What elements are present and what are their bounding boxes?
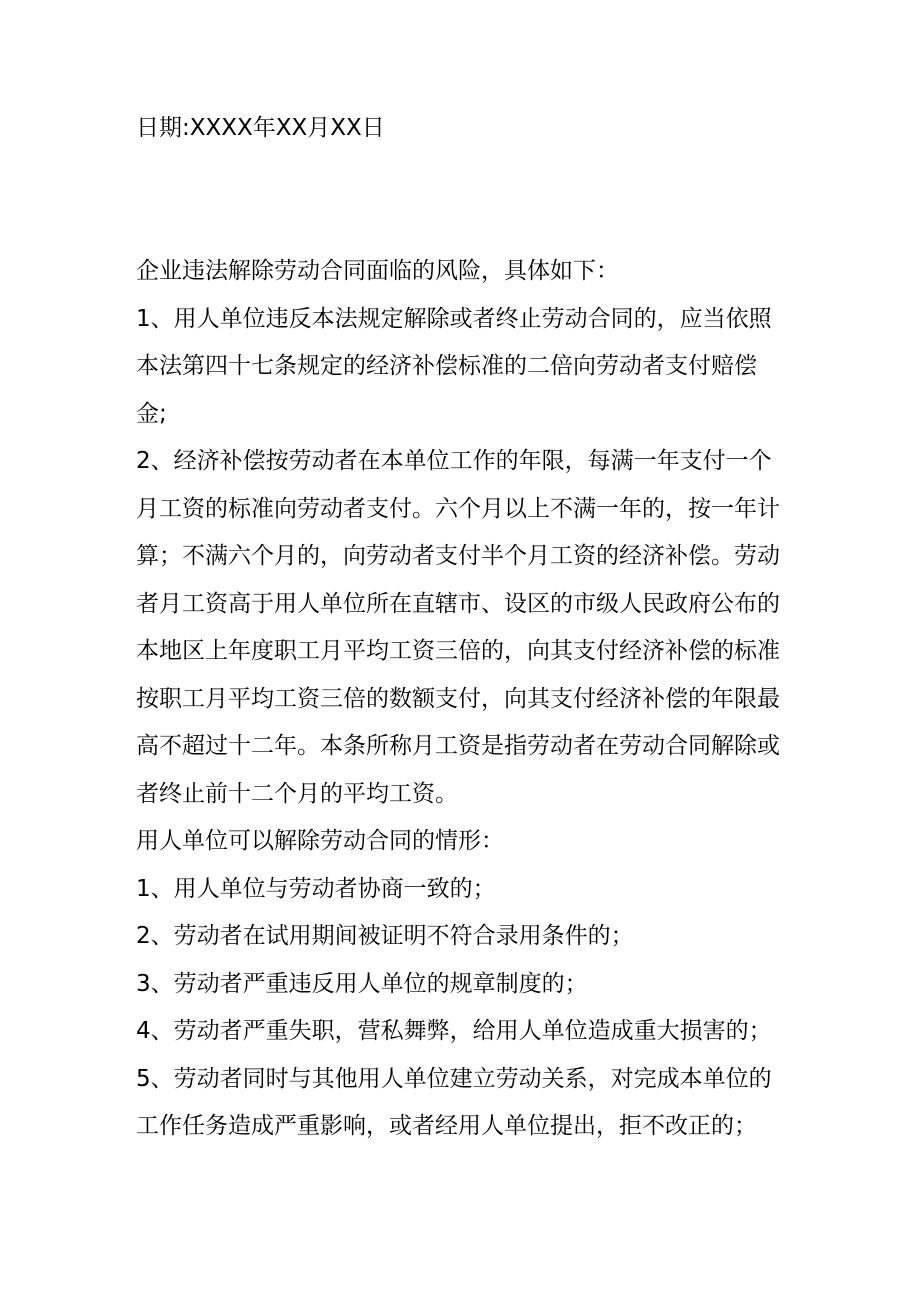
text-line: 算；不满六个月的，向劳动者支付半个月工资的经济补偿。劳动 xyxy=(136,543,780,569)
text-line: 本地区上年度职工月平均工资三倍的，向其支付经济补偿的标准 xyxy=(136,638,780,664)
text-line: 用人单位可以解除劳动合同的情形： xyxy=(136,828,504,854)
text-line: 按职工月平均工资三倍的数额支付，向其支付经济补偿的年限最 xyxy=(136,685,780,712)
text-line: 者月工资高于用人单位所在直辖市、设区的市级人民政府公布的 xyxy=(136,590,780,617)
text-line: 企业违法解除劳动合同面临的风险，具体如下： xyxy=(136,258,619,284)
text-line: 4、劳动者严重失职，营私舞弊，给用人单位造成重大损害的； xyxy=(136,1018,772,1044)
text-line: 2、劳动者在试用期间被证明不符合录用条件的； xyxy=(136,923,634,949)
text-line: 2、经济补偿按劳动者在本单位工作的年限，每满一年支付一个 xyxy=(136,448,772,474)
text-line: 1、用人单位违反本法规定解除或者终止劳动合同的，应当依照 xyxy=(136,305,772,332)
document-body xyxy=(136,248,790,1151)
text-line: 者终止前十二个月的平均工资。 xyxy=(136,780,458,807)
date-line: 日期:XXXX年XX月XX日 xyxy=(136,115,385,141)
text-line: 3、劳动者严重违反用人单位的规章制度的； xyxy=(136,970,588,997)
text-line: 1、用人单位与劳动者协商一致的； xyxy=(136,875,496,902)
text-line: 工作任务造成严重影响，或者经用人单位提出，拒不改正的； xyxy=(136,1113,757,1139)
text-line: 高不超过十二年。本条所称月工资是指劳动者在劳动合同解除或 xyxy=(136,733,780,759)
text-line: 本法第四十七条规定的经济补偿标准的二倍向劳动者支付赔偿 xyxy=(136,353,757,379)
text-line: 5、劳动者同时与其他用人单位建立劳动关系，对完成本单位的 xyxy=(136,1065,772,1092)
text-line: 金; xyxy=(136,400,167,427)
text-line: 月工资的标准向劳动者支付。六个月以上不满一年的，按一年计 xyxy=(136,495,780,522)
